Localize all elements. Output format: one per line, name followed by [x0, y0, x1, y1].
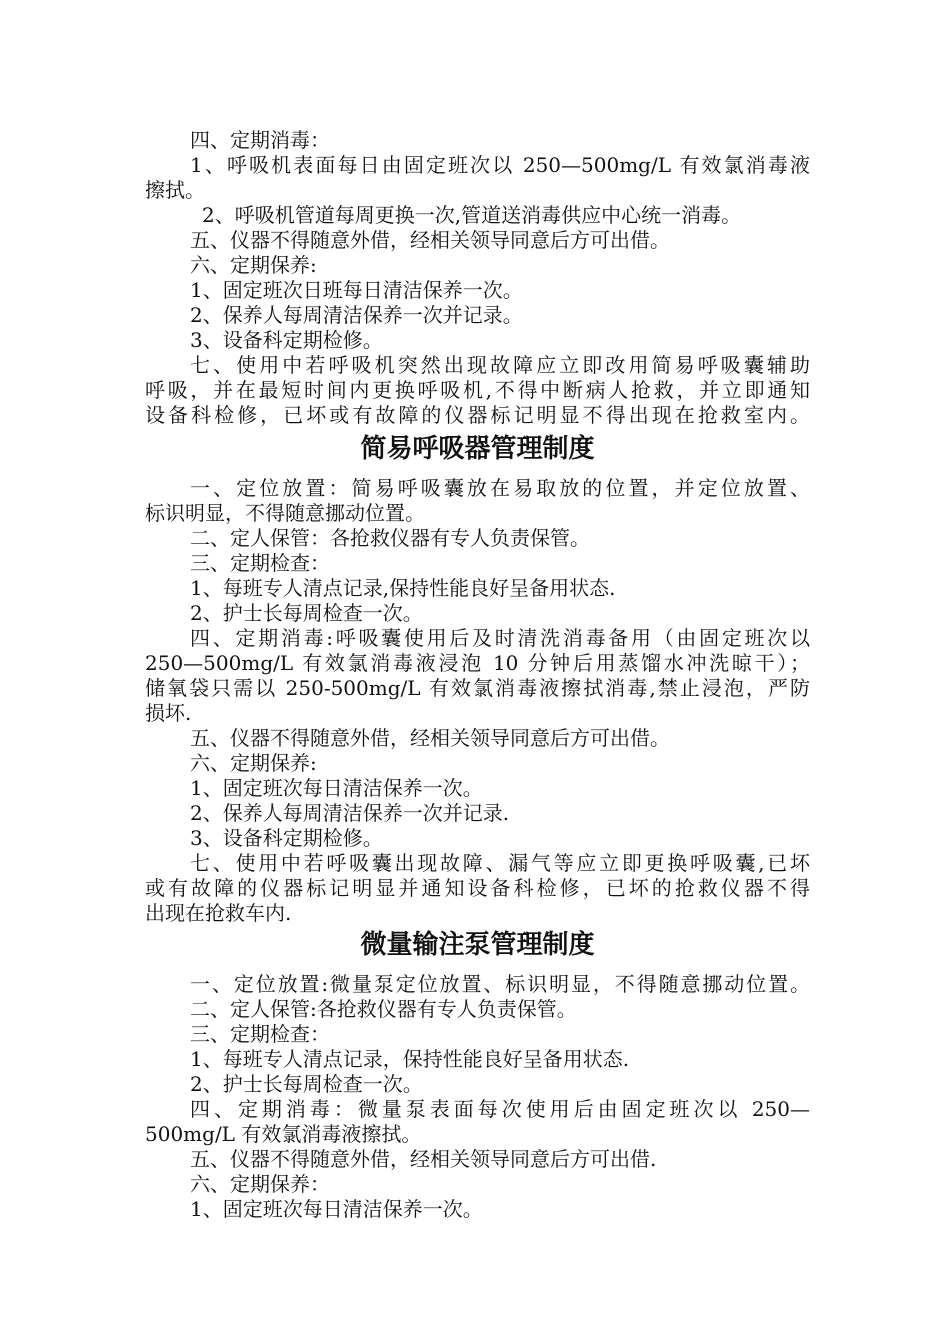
text-line: 三、定期检查： — [190, 551, 330, 575]
text-line: 五、仪器不得随意外借，经相关领导同意后方可出借。 — [190, 726, 670, 750]
text-line: 1、固定班次日班每日清洁保养一次。 — [190, 278, 523, 302]
text-line: 2、护士长每周检查一次。 — [190, 601, 423, 625]
text-line: 1、每班专人清点记录，保持性能良好呈备用状态. — [190, 1047, 630, 1071]
text-line: 五、仪器不得随意外借，经相关领导同意后方可出借。 — [190, 228, 670, 252]
text-line: 500mg/L 有效氯消毒液擦拭。 — [145, 1122, 422, 1146]
text-line: 七、使用中若呼吸囊出现故障、漏气等应立即更换呼吸囊,已坏 — [190, 851, 810, 875]
text-line: 六、定期保养： — [190, 1172, 330, 1196]
text-line: 四、定期消毒:呼吸囊使用后及时清洗消毒备用（由固定班次以 — [190, 626, 810, 650]
text-line: 损坏. — [145, 701, 192, 725]
text-line: 储氧袋只需以 250-500mg/L 有效氯消毒液擦拭消毒,禁止浸泡，严防 — [145, 676, 810, 700]
text-line: 1、固定班次每日清洁保养一次。 — [190, 776, 483, 800]
text-line: 出现在抢救车内. — [145, 901, 292, 925]
text-line: 一、定位放置:微量泵定位放置、标识明显，不得随意挪动位置。 — [190, 972, 810, 996]
text-line: 2、呼吸机管道每周更换一次,管道送消毒供应中心统一消毒。 — [202, 203, 742, 227]
section-title: 微量输注泵管理制度 — [360, 930, 595, 960]
text-line: 250—500mg/L 有效氯消毒液浸泡 10 分钟后用蒸馏水冲洗晾干）； — [145, 651, 810, 675]
text-line: 擦拭。 — [145, 178, 205, 202]
text-line: 二、定人保管：各抢救仪器有专人负责保管。 — [190, 526, 590, 550]
text-line: 1、每班专人清点记录,保持性能良好呈备用状态. — [190, 576, 616, 600]
text-line: 六、定期保养: — [190, 253, 317, 277]
text-line: 标识明显，不得随意挪动位置。 — [145, 501, 425, 525]
text-line: 设备科检修，已坏或有故障的仪器标记明显不得出现在抢救室内。 — [145, 403, 810, 427]
text-line: 七、使用中若呼吸机突然出现故障应立即改用简易呼吸囊辅助 — [190, 353, 810, 377]
text-line: 三、定期检查： — [190, 1022, 330, 1046]
text-line: 一、定位放置：简易呼吸囊放在易取放的位置，并定位放置、 — [190, 476, 810, 500]
section-title: 简易呼吸器管理制度 — [360, 434, 595, 464]
text-line: 2、保养人每周清洁保养一次并记录。 — [190, 303, 523, 327]
text-line: 1、呼吸机表面每日由固定班次以 250—500mg/L 有效氯消毒液 — [190, 153, 810, 177]
text-line: 或有故障的仪器标记明显并通知设备科检修，已坏的抢救仪器不得 — [145, 876, 810, 900]
text-line: 四、定期消毒：微量泵表面每次使用后由固定班次以 250— — [190, 1097, 810, 1121]
text-line: 五、仪器不得随意外借，经相关领导同意后方可出借. — [190, 1147, 657, 1171]
text-line: 3、设备科定期检修。 — [190, 328, 383, 352]
text-line: 六、定期保养: — [190, 751, 317, 775]
text-line: 2、护士长每周检查一次。 — [190, 1072, 423, 1096]
text-line: 呼吸，并在最短时间内更换呼吸机,不得中断病人抢救，并立即通知 — [145, 378, 810, 402]
text-line: 2、保养人每周清洁保养一次并记录. — [190, 801, 510, 825]
text-line: 1、固定班次每日清洁保养一次。 — [190, 1197, 483, 1221]
text-line: 3、设备科定期检修。 — [190, 826, 383, 850]
text-line: 二、定人保管:各抢救仪器有专人负责保管。 — [190, 997, 577, 1021]
text-line: 四、定期消毒： — [190, 128, 330, 152]
